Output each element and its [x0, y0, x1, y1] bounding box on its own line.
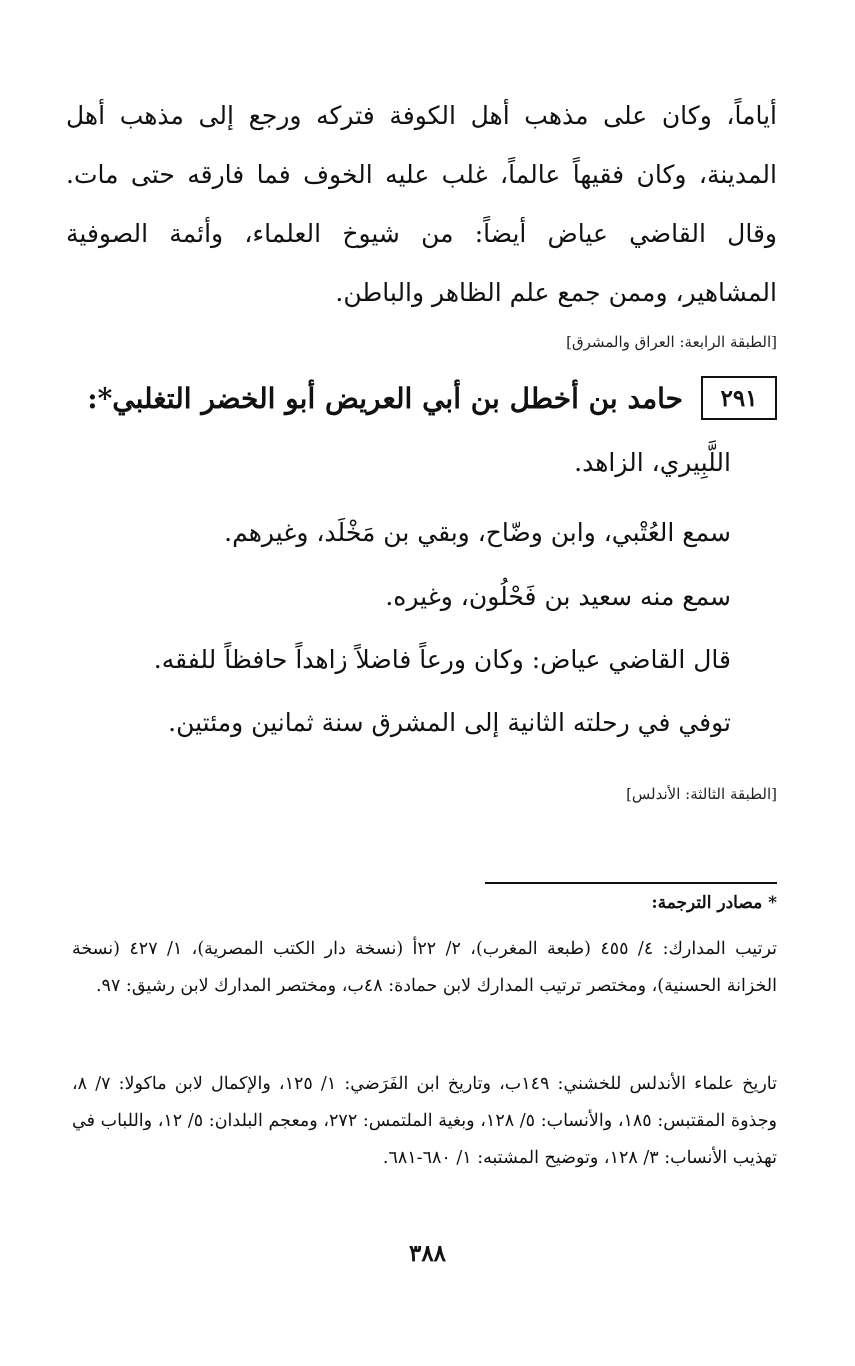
tabaqa-label-previous: [الطبقة الرابعة: العراق والمشرق] — [566, 333, 777, 351]
entry-line-students: سمع منه سعيد بن فَحْلُون، وغيره. — [385, 582, 731, 611]
entry-line-teachers: سمع العُتْبي، وابن وضّاح، وبقي بن مَخْلَد، وغيرهم. — [224, 518, 731, 547]
entry-line-death: توفي في رحلته الثانية إلى المشرق سنة ثمانين ومئتين. — [168, 708, 731, 737]
entry-title: حامد بن أخطل بن أبي العريض أبو الخضر التغلبي*: — [87, 381, 683, 415]
intro-paragraph: أياماً، وكان على مذهب أهل الكوفة فتركه ورجع إلى مذهب أهل المدينة، وكان فقيهاً عالماً، غلب عليه الخوف فما فارقه حتى مات. وقال القاضي عياض أيضاً: من شيوخ العلماء، وأئمة الصوفية المشاهير، وممن جمع علم الظاهر والباطن. — [66, 101, 777, 307]
footnote-divider — [485, 882, 777, 884]
entry-heading — [87, 372, 777, 424]
tabaqa-label-entry: [الطبقة الثالثة: الأندلس] — [626, 785, 777, 803]
entry-number-box: ٢٩١ — [701, 376, 777, 420]
entry-line-nisba: اللَّبِيري، الزاهد. — [574, 448, 731, 477]
footnote-paragraph-2: تاريخ علماء الأندلس للخشني: ١٤٩ب، وتاريخ ابن الفَرَضي: ١/ ١٢٥، والإكمال لابن ماكولا: ٧/ ٨، وجذوة المقتبس: ١٨٥، والأنساب: ٥/ ١٢٨، وبغية الملتمس: ٢٧٢، ومعجم البلدان: ٥/ ١٢، واللباب في تهذيب الأنساب: ٣/ ١٢٨، وتوضيح المشتبه: ١/ ٦٨٠-٦٨١. — [72, 1074, 777, 1168]
entry-line-qadi-iyad: قال القاضي عياض: وكان ورعاً فاضلاً زاهداً حافظاً للفقه. — [153, 645, 731, 674]
page-number: ٣٨٨ — [408, 1240, 447, 1267]
footnote-title: * مصادر الترجمة: — [651, 893, 777, 913]
footnote-paragraph-1: ترتيب المدارك: ٤/ ٤٥٥ (طبعة المغرب)، ٢/ ٢٢أ (نسخة دار الكتب المصرية)، ١/ ٤٢٧ (نسخة الخزانة الحسنية)، ومختصر ترتيب المدارك لابن حمادة: ٤٨ب، ومختصر المدارك لابن رشيق: ٩٧. — [72, 939, 777, 996]
